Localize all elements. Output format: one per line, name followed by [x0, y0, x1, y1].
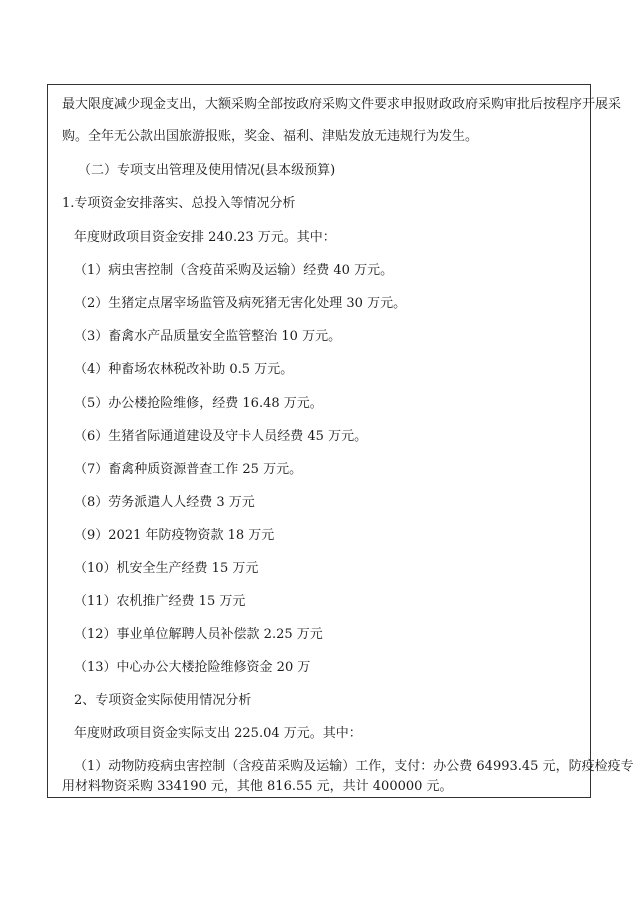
list-item: （2）生猪定点屠宰场监管及病死猪无害化处理 30 万元。	[74, 296, 407, 311]
list-item: （1）病虫害控制（含疫苗采购及运输）经费 40 万元。	[74, 263, 394, 278]
list-item: （9）2021 年防疫物资款 18 万元	[74, 528, 275, 543]
list-item: （4）种畜场农林税改补助 0.5 万元。	[74, 362, 294, 377]
list-item: （1）动物防疫病虫害控制（含疫苗采购及运输）工作，支付：办公费 64993.45 元，防疫检疫专	[74, 759, 634, 774]
text-line: 用材料物资采购 334190 元，其他 816.55 元，共计 400000 元。	[62, 779, 453, 794]
list-item: （13）中心办公大楼抢险维修资金 20 万	[74, 660, 311, 675]
list-item: （6）生猪省际通道建设及守卡人员经费 45 万元。	[74, 429, 368, 444]
list-item: （12）事业单位解聘人员补偿款 2.25 万元	[74, 627, 323, 642]
section-heading: 2、专项资金实际使用情况分析	[74, 693, 252, 708]
section-heading: （二）专项支出管理及使用情况(县本级预算)	[78, 163, 336, 178]
list-item: （10）机安全生产经费 15 万元	[74, 561, 259, 576]
list-item: （5）办公楼抢险维修，经费 16.48 万元。	[74, 396, 323, 411]
list-item: （3）畜禽水产品质量安全监管整治 10 万元。	[74, 329, 342, 344]
text-line: 年度财政项目资金实际支出 225.04 万元。其中：	[74, 726, 362, 741]
text-line: 最大限度减少现金支出，大额采购全部按政府采购文件要求申报财政政府采购审批后按程序开展采	[62, 97, 622, 112]
text-line: 购。全年无公款出国旅游报账，奖金、福利、津贴发放无违规行为发生。	[62, 129, 479, 144]
text-line: 年度财政项目资金安排 240.23 万元。其中：	[74, 230, 336, 245]
list-item: （7）畜禽种质资源普查工作 25 万元。	[74, 462, 303, 477]
list-item: （8）劳务派遣人人经费 3 万元	[74, 495, 255, 510]
section-heading: 1.专项资金安排落实、总投入等情况分析	[62, 196, 296, 211]
document-frame	[47, 84, 634, 798]
list-item: （11）农机推广经费 15 万元	[74, 594, 246, 609]
